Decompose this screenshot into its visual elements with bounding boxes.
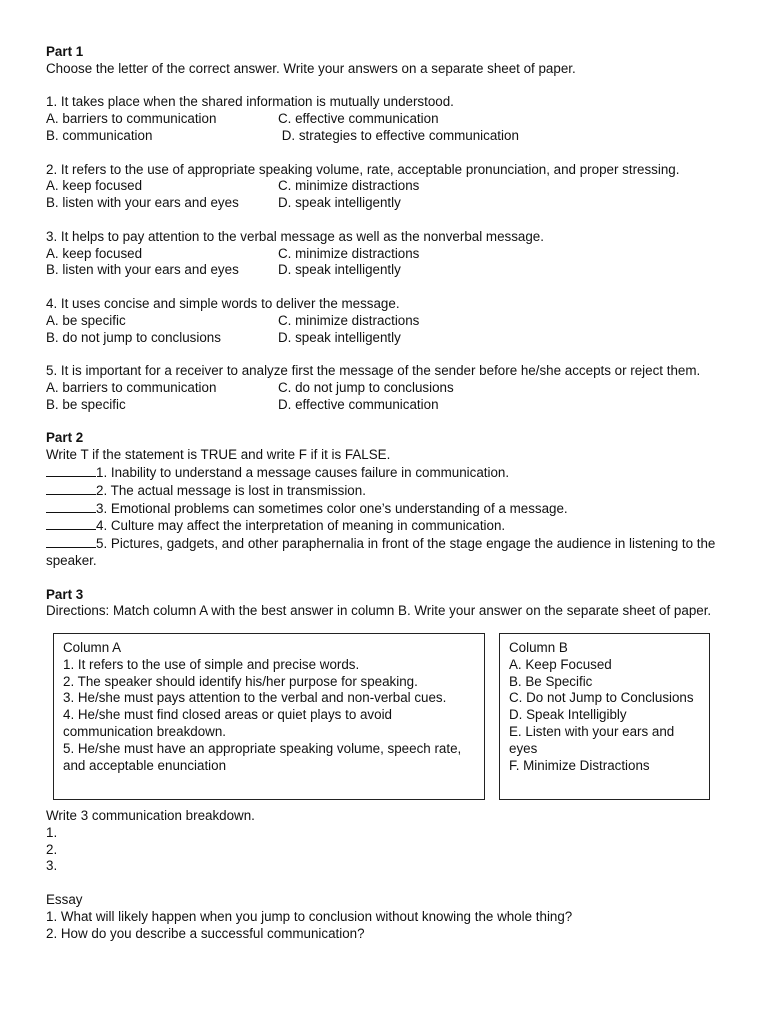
question-2	[46, 162, 726, 212]
option-c: C. minimize distractions	[278, 312, 420, 328]
breakdown-prompt: Write 3 communication breakdown.	[46, 808, 255, 823]
option-b: B. communication	[46, 127, 153, 143]
column-b-item: A. Keep Focused	[509, 656, 612, 672]
part2-instructions: Write T if the statement is TRUE and write F if it is FALSE.	[46, 447, 391, 463]
part1-instructions: Choose the letter of the correct answer. Write your answers on a separate sheet of paper.	[46, 60, 576, 76]
column-b-box	[499, 633, 710, 800]
option-a: A. keep focused	[46, 245, 143, 261]
part3-heading: Part 3	[46, 586, 84, 602]
option-b: B. listen with your ears and eyes	[46, 262, 239, 278]
essay-question: 1. What will likely happen when you jump to conclusion without knowing the whole thing?	[46, 908, 573, 924]
option-a: A. barriers to communication	[46, 111, 217, 127]
tf-statement: 3. Emotional problems can sometimes color one’s understanding of a message.	[96, 500, 568, 516]
question-4	[46, 296, 726, 346]
breakdown-number: 1.	[46, 824, 58, 840]
tf-item	[46, 482, 726, 500]
option-b: B. be specific	[46, 396, 126, 412]
option-d: D. speak intelligently	[278, 195, 401, 211]
option-c: C. minimize distractions	[278, 178, 420, 194]
question-text: 5. It is important for a receiver to analyze first the message of the sender before he/she accepts or reject them.	[46, 363, 701, 379]
question-text: 3. It helps to pay attention to the verbal message as well as the nonverbal message.	[46, 228, 544, 244]
tf-item-continuation: speaker.	[46, 552, 97, 568]
tf-item	[46, 500, 726, 518]
column-b-item: F. Minimize Distractions	[509, 757, 650, 773]
tf-statement: 1. Inability to understand a message causes failure in communication.	[96, 464, 510, 480]
question-3	[46, 229, 726, 279]
option-a: A. keep focused	[46, 178, 143, 194]
part2-heading: Part 2	[46, 430, 84, 446]
part3-instructions: Directions: Match column A with the best answer in column B. Write your answer on the separate sheet of paper.	[46, 603, 712, 619]
answer-blank[interactable]	[46, 464, 96, 477]
column-a-item: 4. He/she must find closed areas or quiet plays to avoid communication breakdown.	[63, 707, 392, 739]
tf-statement: 4. Culture may affect the interpretation of meaning in communication.	[96, 518, 506, 534]
column-a-box	[53, 633, 485, 800]
column-b-item: B. Be Specific	[509, 673, 593, 689]
column-a-item: 5. He/she must have an appropriate speaking volume, speech rate, and acceptable enunciation	[63, 740, 462, 773]
column-a-item: 2. The speaker should identify his/her purpose for speaking.	[63, 673, 418, 689]
column-b-item: C. Do not Jump to Conclusions	[509, 690, 694, 706]
column-b-item: D. Speak Intelligibly	[509, 707, 627, 723]
tf-statement: 2. The actual message is lost in transmission.	[96, 482, 366, 498]
answer-blank[interactable]	[46, 482, 96, 495]
essay-heading: Essay	[46, 891, 83, 907]
option-d: D. speak intelligently	[278, 262, 401, 278]
tf-item	[46, 535, 726, 553]
option-c: C. effective communication	[278, 111, 439, 127]
option-b: B. listen with your ears and eyes	[46, 195, 239, 211]
column-a-item: 3. He/she must pays attention to the verbal and non-verbal cues.	[63, 690, 447, 706]
option-a: A. barriers to communication	[46, 379, 217, 395]
worksheet-page	[46, 44, 726, 620]
option-c: C. do not jump to conclusions	[278, 379, 454, 395]
column-b-title: Column B	[509, 640, 568, 655]
question-text: 2. It refers to the use of appropriate speaking volume, rate, acceptable pronunciation, and proper stressing.	[46, 161, 680, 177]
option-d: D. speak intelligently	[278, 329, 401, 345]
answer-blank[interactable]	[46, 517, 96, 530]
option-c: C. minimize distractions	[278, 245, 420, 261]
answer-blank[interactable]	[46, 500, 96, 513]
part1-heading: Part 1	[46, 44, 84, 59]
essay-question: 2. How do you describe a successful communication?	[46, 925, 365, 941]
option-a: A. be specific	[46, 312, 126, 328]
breakdown-number: 3.	[46, 858, 58, 874]
question-5	[46, 363, 726, 413]
breakdown-and-essay	[46, 808, 726, 942]
answer-blank[interactable]	[46, 535, 96, 548]
column-b-item: E. Listen with your ears and eyes	[509, 723, 675, 756]
question-text: 4. It uses concise and simple words to deliver the message.	[46, 295, 400, 311]
column-a-item: 1. It refers to the use of simple and precise words.	[63, 656, 360, 672]
tf-item	[46, 517, 726, 535]
breakdown-number: 2.	[46, 841, 58, 857]
column-a-title: Column A	[63, 640, 122, 655]
question-1	[46, 94, 726, 144]
option-b: B. do not jump to conclusions	[46, 329, 221, 345]
option-d: D. effective communication	[278, 396, 439, 412]
option-d: D. strategies to effective communication	[278, 127, 519, 143]
question-text: 1. It takes place when the shared information is mutually understood.	[46, 94, 454, 110]
tf-statement: 5. Pictures, gadgets, and other paraphernalia in front of the stage engage the audience in listening to the	[96, 536, 716, 552]
tf-item	[46, 464, 726, 482]
